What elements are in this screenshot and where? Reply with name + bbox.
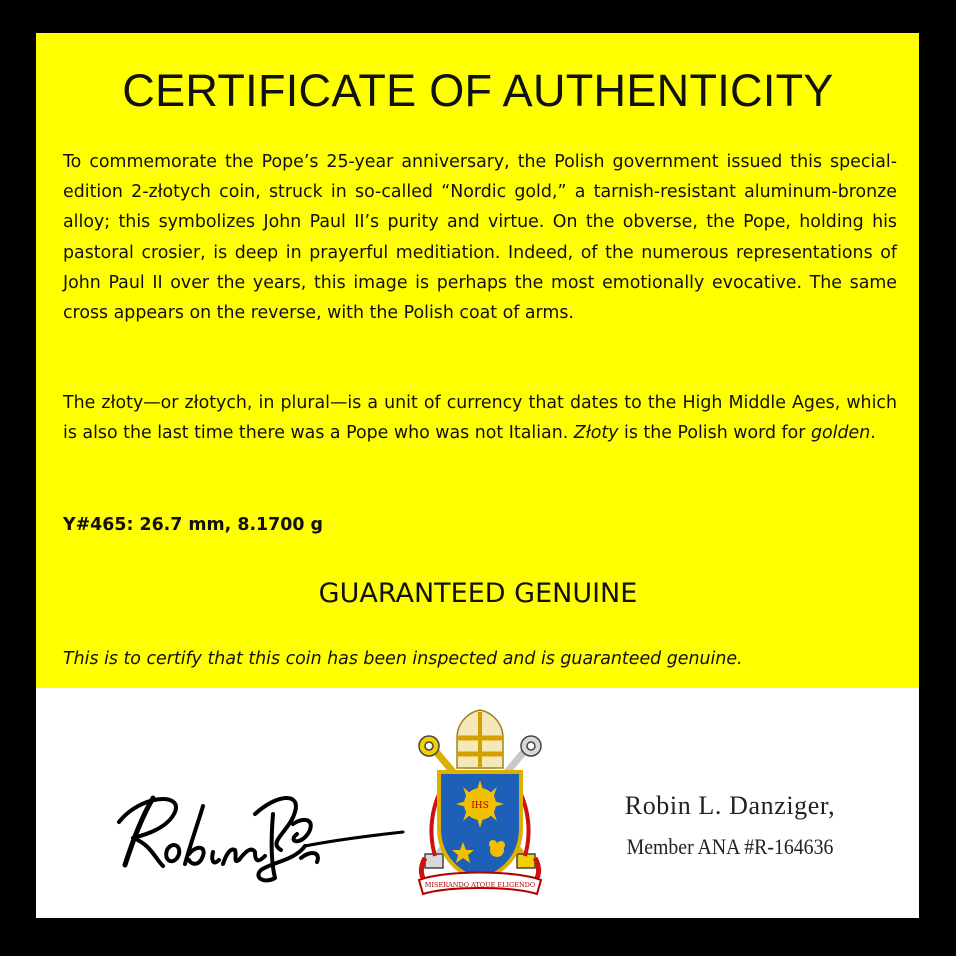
currency-text-3: . — [870, 423, 876, 444]
motto-text: MISERANDO ATQUE ELIGENDO — [424, 881, 536, 889]
golden-word: golden — [810, 423, 871, 444]
certify-statement: This is to certify that this coin has been inspected and is guaranteed genuine. — [63, 649, 743, 669]
currency-text-1: The złoty—or złotych, in plural—is a unit of currency that dates to the High Middle Ages, which is also the last time there was a Pope who was not Italian. — [63, 393, 897, 444]
signature-image — [105, 780, 410, 890]
guarantee-heading: GUARANTEED GENUINE — [318, 578, 638, 609]
signer-block — [580, 788, 880, 864]
currency-text-2: is the Polish word for — [618, 423, 811, 444]
coin-specs: Y#465: 26.7 mm, 8.1700 g — [63, 515, 323, 535]
signer-membership: Member ANA #R-164636 — [626, 834, 834, 859]
zloty-word: Złoty — [573, 423, 619, 444]
certificate-title: CERTIFICATE OF AUTHENTICITY — [122, 65, 834, 116]
description-paragraph: To commemorate the Pope’s 25-year anniversary, the Polish government issued this special-edition 2-złotych coin, struck in so-called “Nordic gold,” a tarnish-resistant aluminum-bronze alloy; this symbolizes John Paul II’s purity and virtue. On the obverse, the Pope, holding his pastoral crosier, is deep in prayerful meditiation. Indeed, of the numerous representations of John Paul II over the years, this image is perhaps the most emotionally evocative. The same cross appears on the reverse, with the Polish coat of arms. — [63, 152, 897, 324]
monogram-text: IHS — [471, 801, 489, 811]
currency-paragraph — [63, 388, 897, 448]
papal-coat-of-arms — [405, 708, 555, 898]
signer-name: Robin L. Danziger, — [624, 791, 836, 820]
